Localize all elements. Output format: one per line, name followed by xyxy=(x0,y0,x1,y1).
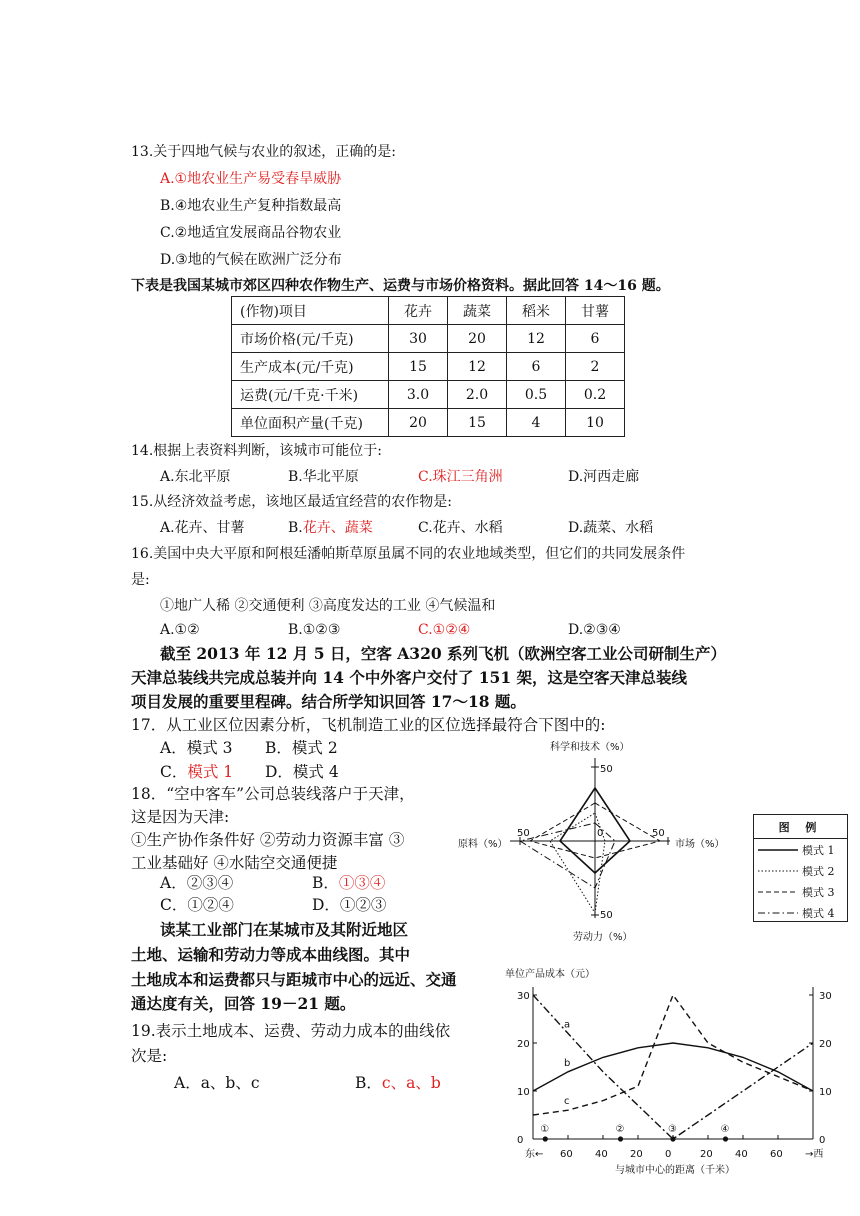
intro17-line1: 截至 2013 年 12 月 5 日，空客 A320 系列飞机（欧洲空客工业公司研制生产） xyxy=(160,644,727,663)
y-tick-label-left: 0 xyxy=(517,1135,524,1146)
radar-tick-bottom: 50 xyxy=(600,910,613,921)
q18-option-b: B．①③④ xyxy=(312,874,386,892)
series-label-b: b xyxy=(564,1057,571,1069)
x-tick-label: 20 xyxy=(630,1149,643,1160)
q19-line1: 19.表示土地成本、运费、劳动力成本的曲线依 xyxy=(131,1022,451,1040)
intro19-line2: 土地、运输和劳动力等成本曲线图。其中 xyxy=(131,945,411,964)
table-cell: 2.0 xyxy=(448,381,507,409)
table-cell: 生产成本(元/千克) xyxy=(232,353,389,381)
radar-tick-right: 50 xyxy=(652,828,665,839)
q16-conditions: ①地广人稀 ②交通便利 ③高度发达的工业 ④气候温和 xyxy=(160,598,496,614)
location-point xyxy=(618,1136,623,1141)
location-point xyxy=(543,1136,548,1141)
q18-line4: 工业基础好 ④水陆空交通便捷 xyxy=(131,854,338,872)
y-tick-label-left: 30 xyxy=(517,991,530,1002)
series-line-b xyxy=(533,1043,813,1091)
table-header-cell: (作物)项目 xyxy=(232,297,389,325)
table-header-cell: 稻米 xyxy=(507,297,566,325)
q15-stem: 15.从经济效益考虑，该地区最适宜经营的农作物是: xyxy=(131,494,452,510)
x-tick-label: 20 xyxy=(700,1149,713,1160)
table-header-cell: 花卉 xyxy=(389,297,448,325)
y-tick-label-right: 10 xyxy=(819,1087,832,1098)
series-label-a: a xyxy=(564,1019,571,1031)
q18-line3: ①生产协作条件好 ②劳动力资源丰富 ③ xyxy=(131,831,405,849)
table-row xyxy=(232,325,625,353)
q14-option-b: B.华北平原 xyxy=(288,469,359,485)
crop-table xyxy=(231,296,625,437)
x-tick-label: 40 xyxy=(735,1149,748,1160)
table-row xyxy=(232,409,625,437)
q15-option-d: D.蔬菜、水稻 xyxy=(568,520,654,536)
q14-option-a: A.东北平原 xyxy=(160,469,231,485)
q17-option-a: A．模式 3 xyxy=(160,739,233,757)
radar-center-label: 0 xyxy=(597,828,604,839)
legend-line-solid xyxy=(758,847,798,853)
q19-option-b: B．c、a、b xyxy=(355,1074,441,1092)
q14-option-c: C.珠江三角洲 xyxy=(418,469,503,485)
q13-stem: 13.关于四地气候与农业的叙述，正确的是: xyxy=(131,144,396,160)
location-point-label: ③ xyxy=(668,1124,677,1135)
radar-top-label: 科学和技术（%） xyxy=(550,742,630,753)
table-row xyxy=(232,381,625,409)
q15-option-b: B.花卉、蔬菜 xyxy=(288,520,373,536)
table-cell: 10 xyxy=(566,409,625,437)
intro19-line1: 读某工业部门在某城市及其附近地区 xyxy=(160,920,409,939)
q13-option-b: B.④地农业生产复种指数最高 xyxy=(160,198,342,214)
series-label-c: c xyxy=(564,1096,570,1108)
table-cell: 15 xyxy=(448,409,507,437)
q16-option-c: C.①②④ xyxy=(418,622,471,638)
radar-right-label: 市场（%） xyxy=(675,839,725,850)
radar-chart xyxy=(455,738,745,953)
table-cell: 0.2 xyxy=(566,381,625,409)
table-cell: 12 xyxy=(448,353,507,381)
table-cell: 市场价格(元/千克) xyxy=(232,325,389,353)
radar-bottom-label: 劳动力（%） xyxy=(573,932,633,943)
table-cell: 3.0 xyxy=(389,381,448,409)
radar-tick-left: 50 xyxy=(517,828,530,839)
q18-option-d: D．①②③ xyxy=(312,896,387,914)
q18-line2: 这是因为天津: xyxy=(131,808,230,826)
table-cell: 单位面积产量(千克) xyxy=(232,409,389,437)
q14-option-d: D.河西走廊 xyxy=(568,469,640,485)
location-point xyxy=(723,1136,728,1141)
series-line-a xyxy=(533,995,813,1139)
table-header-cell: 甘薯 xyxy=(566,297,625,325)
radar-tick-top: 50 xyxy=(600,764,613,775)
x-tick-label: 40 xyxy=(595,1149,608,1160)
table-cell: 6 xyxy=(566,325,625,353)
q18-line1: 18．“空中客车”公司总装线落户于天津， xyxy=(131,785,415,803)
x-tick-label: 0 xyxy=(665,1149,672,1160)
location-point-label: ① xyxy=(540,1124,550,1135)
q17-option-b: B．模式 2 xyxy=(265,739,338,757)
q14-stem: 14.根据上表资料判断，该城市可能位于: xyxy=(131,443,382,459)
y-tick-label-right: 20 xyxy=(819,1039,832,1050)
y-axis-label: 单位产品成本（元） xyxy=(505,969,595,980)
q15-option-a: A.花卉、甘薯 xyxy=(160,520,245,536)
table-cell: 4 xyxy=(507,409,566,437)
cost-curve-chart xyxy=(505,965,840,1183)
legend-line-dotted xyxy=(758,868,798,874)
legend-item-mode2: 模式 2 xyxy=(754,860,847,881)
table-cell: 2 xyxy=(566,353,625,381)
series-line-c xyxy=(533,995,813,1115)
y-tick-label-right: 30 xyxy=(819,991,832,1002)
intro17-line2: 天津总装线共完成总装并向 14 个中外客户交付了 151 架，这是空客天津总装线 xyxy=(131,668,688,687)
q16-stem-cont: 是: xyxy=(131,572,150,588)
q18-option-a: A．②③④ xyxy=(160,874,234,892)
location-point-label: ④ xyxy=(720,1124,730,1135)
q16-option-b: B.①②③ xyxy=(288,622,341,638)
table-row xyxy=(232,353,625,381)
q16-option-d: D.②③④ xyxy=(568,622,621,638)
legend-line-dashdot xyxy=(758,910,798,916)
radar-left-label: 原料（%） xyxy=(458,839,508,850)
q13-option-d: D.③地的气候在欧洲广泛分布 xyxy=(160,252,342,268)
y-tick-label-right: 0 xyxy=(819,1135,826,1146)
table-header-cell: 蔬菜 xyxy=(448,297,507,325)
x-tick-label: 东← xyxy=(525,1149,544,1160)
legend-title: 图 例 xyxy=(754,819,847,839)
intro19-line4: 通达度有关，回答 19－21 题。 xyxy=(131,994,356,1013)
q17-option-d: D．模式 4 xyxy=(265,763,339,781)
q13-option-a: A.①地农业生产易受春旱威胁 xyxy=(160,171,342,187)
table-cell: 运费(元/千克·千米) xyxy=(232,381,389,409)
y-tick-label-left: 20 xyxy=(517,1039,530,1050)
q19-option-a: A．a、b、c xyxy=(174,1074,260,1092)
q16-option-a: A.①② xyxy=(160,622,200,638)
table-cell: 6 xyxy=(507,353,566,381)
x-tick-label: 60 xyxy=(770,1149,783,1160)
table-intro: 下表是我国某城市郊区四种农作物生产、运费与市场价格资料。据此回答 14～16 题。 xyxy=(131,278,670,294)
y-tick-label-left: 10 xyxy=(517,1087,530,1098)
table-cell: 30 xyxy=(389,325,448,353)
legend-item-mode3: 模式 3 xyxy=(754,881,847,902)
q16-stem: 16.美国中央大平原和阿根廷潘帕斯草原虽属不同的农业地域类型，但它们的共同发展条件 xyxy=(131,546,686,562)
q19-line2: 次是: xyxy=(131,1047,168,1065)
intro19-line3: 土地成本和运费都只与距城市中心的远近、交通 xyxy=(131,970,457,989)
legend-item-mode4: 模式 4 xyxy=(754,902,847,923)
table-cell: 0.5 xyxy=(507,381,566,409)
location-point-label: ② xyxy=(615,1124,625,1135)
legend-line-dashed xyxy=(758,889,798,895)
table-cell: 20 xyxy=(389,409,448,437)
intro17-line3: 项目发展的重要里程碑。结合所学知识回答 17～18 题。 xyxy=(131,692,526,711)
q13-option-c: C.②地适宜发展商品谷物农业 xyxy=(160,225,342,241)
x-tick-label: →西 xyxy=(805,1149,824,1160)
legend-item-mode1: 模式 1 xyxy=(754,839,847,860)
table-cell: 20 xyxy=(448,325,507,353)
table-cell: 15 xyxy=(389,353,448,381)
q17-stem: 17．从工业区位因素分析，飞机制造工业的区位选择最符合下图中的: xyxy=(131,716,606,734)
radar-legend xyxy=(753,814,848,922)
x-axis-label: 与城市中心的距离（千米） xyxy=(615,1165,735,1176)
q17-option-c: C．模式 1 xyxy=(160,763,234,781)
table-header-row xyxy=(232,297,625,325)
q18-option-c: C．①②④ xyxy=(160,896,234,914)
q15-option-c: C.花卉、水稻 xyxy=(418,520,503,536)
x-tick-label: 60 xyxy=(560,1149,573,1160)
table-cell: 12 xyxy=(507,325,566,353)
